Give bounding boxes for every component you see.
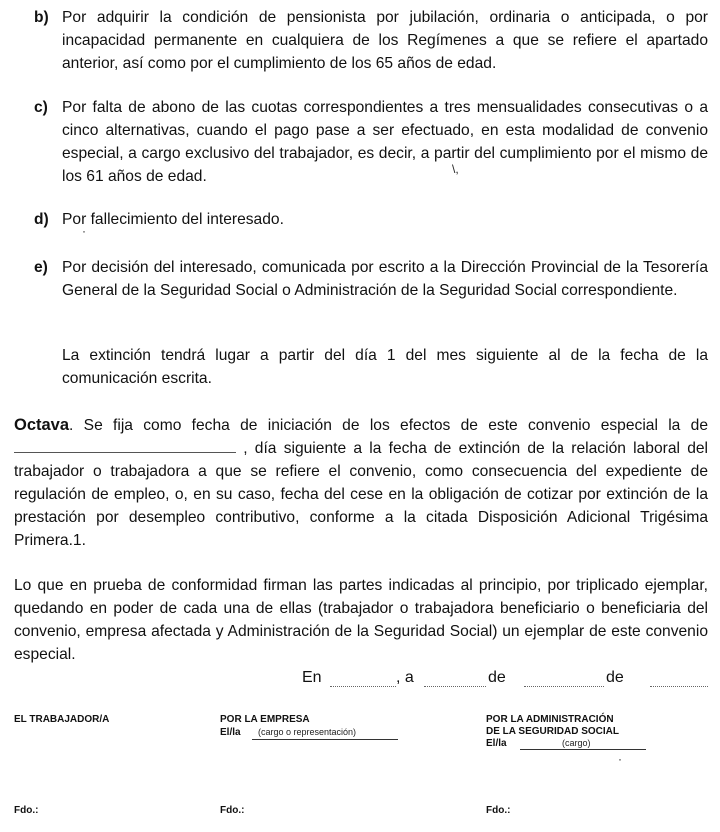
company-ella-label: El/la <box>220 727 241 738</box>
company-fdo-label: Fdo.: <box>220 805 245 816</box>
admin-ella-label: El/la <box>486 738 507 749</box>
conformidad-paragraph: Lo que en prueba de conformidad firman las partes indicadas al principio, por triplicado ejemplar, quedando en poder de cada una de ellas (trabajador o trabajadora beneficiario o beneficiaria del convenio, empresa afectada y Administración de la Seguridad Social) un ejemplar de este convenio especial. <box>14 577 708 663</box>
company-role-caption: (cargo o representación) <box>258 727 357 737</box>
year-blank[interactable] <box>650 686 708 687</box>
extincion-paragraph: La extinción tendrá lugar a partir del día 1 del mes siguiente al de la fecha de la comunicación escrita. <box>62 347 708 387</box>
item-marker-e: e) <box>34 259 48 276</box>
clause-item-e: Por decisión del interesado, comunicada por escrito a la Dirección Provincial de la Tesorería General de la Seguridad Social o Administración de la Seguridad Social correspondiente. <box>62 259 708 299</box>
date-de-label-1: de <box>488 669 506 686</box>
clause-item-b: Por adquirir la condición de pensionista por jubilación, ordinaria o anticipada, o por incapacidad permanente en cualquiera de los Regímenes a que se refiere el apartado anterior, así como por el cumplimiento de los 65 años de edad. <box>62 9 708 72</box>
admin-signature-line[interactable] <box>520 749 646 750</box>
month-blank[interactable] <box>524 686 604 687</box>
clause-item-c: Por falta de abono de las cuotas correspondientes a tres mensualidades consecutivas o a cinco alternativas, cuando el pago pase a ser efectuado, en esta modalidad de convenio especial, a cargo exclusivo del trabajador, es decir, a partir del cumplimiento por el mismo de los 61 años de edad. <box>62 99 708 185</box>
company-signature-title: POR LA EMPRESA <box>220 714 310 725</box>
place-en-label: En <box>302 669 322 686</box>
stray-dot-mark: · <box>618 752 622 766</box>
admin-role-caption: (cargo) <box>562 738 591 748</box>
handwritten-tick-mark: \, <box>452 162 459 176</box>
octava-text-before: . Se fija como fecha de iniciación de los efectos de este convenio especial la de <box>69 417 708 434</box>
admin-signature-title-line2: DE LA SEGURIDAD SOCIAL <box>486 726 619 737</box>
stray-dot-mark-2: · <box>82 224 86 238</box>
worker-fdo-label: Fdo.: <box>14 805 39 816</box>
day-blank[interactable] <box>424 686 486 687</box>
octava-paragraph <box>14 414 708 552</box>
start-date-blank[interactable] <box>14 452 236 453</box>
company-signature-line[interactable] <box>252 739 398 740</box>
octava-text-after: , día siguiente a la fecha de extinción de la relación laboral del trabajador o trabajadora a que se refiere el convenio, como consecuencia del expediente de regulación de empleo, o, en su caso, fecha del cese en la obligación de cotizar por extinción de la prestación por desempleo contributivo, conforme a la citada Disposición Adicional Trigésima Primera.1. <box>14 440 708 549</box>
worker-signature-title: EL TRABAJADOR/A <box>14 714 110 725</box>
place-a-label: , a <box>396 669 414 686</box>
admin-fdo-label: Fdo.: <box>486 805 511 816</box>
item-marker-d: d) <box>34 211 49 228</box>
date-de-label-2: de <box>606 669 624 686</box>
admin-signature-title-line1: POR LA ADMINISTRACIÓN <box>486 714 614 725</box>
clause-item-d: Por fallecimiento del interesado. <box>62 211 284 228</box>
octava-label: Octava <box>14 416 70 434</box>
item-marker-c: c) <box>34 99 48 116</box>
place-blank[interactable] <box>330 686 396 687</box>
item-marker-b: b) <box>34 9 49 26</box>
